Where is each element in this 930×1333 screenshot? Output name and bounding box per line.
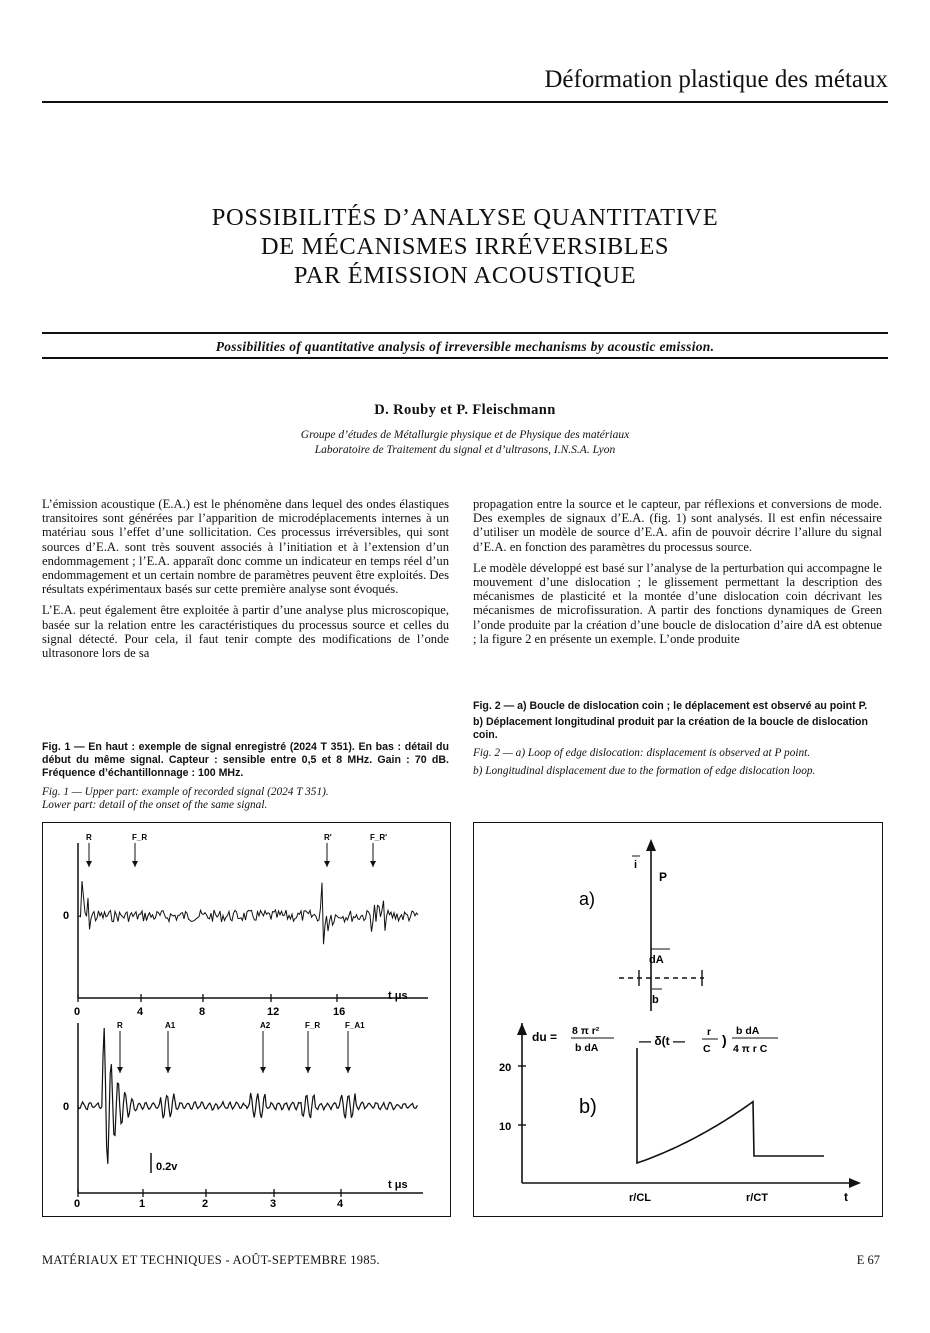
left-column-text [42, 497, 449, 667]
paragraph: propagation entre la source et le capteur, par réflexions et conversions de mode. Des exemples de signaux d’E.A. (fig. 1) sont analysés. Il est enfin nécessaire d’utiliser un modèle de source d’E.A. afin de pouvoir décrire l’allure du signal d’E.A. en fonction des paramètres du processus source. [473, 497, 882, 554]
marker-label: R [86, 833, 92, 842]
fig2-caption-fr-b: b) Déplacement longitudinal produit par la création de la boucle de dislocation coin. [473, 716, 868, 741]
fig1-caption [42, 741, 449, 812]
vector-i-label: i [634, 859, 638, 871]
fig2-caption-en-b: b) Longitudinal displacement due to the formation of edge dislocation loop. [473, 765, 816, 777]
area-da-label: dA [649, 954, 664, 966]
subtitle-rule-bottom [42, 357, 888, 359]
marker-label: F_A1 [345, 1021, 365, 1030]
y-tick-20: 20 [499, 1062, 512, 1074]
fig1-caption-en-2: Lower part: detail of the onset of the same signal. [42, 799, 268, 811]
section-title: Déformation plastique des métaux [544, 66, 888, 93]
scale-label: 0.2v [156, 1161, 178, 1173]
bottom-x-label: t μs [388, 1179, 408, 1191]
english-subtitle: Possibilities of quantitative analysis of irreversible mechanisms by acoustic emission. [215, 339, 715, 354]
arrow-down-icon [260, 1067, 266, 1073]
formula-r: r [707, 1026, 712, 1038]
x-tick-label: 12 [267, 1006, 280, 1018]
arrow-down-icon [305, 1067, 311, 1073]
y-tick-10: 10 [499, 1121, 512, 1133]
burgers-b-label: b [652, 994, 659, 1006]
fig2-figure [473, 822, 883, 1217]
x-tick-label: 3 [270, 1198, 277, 1210]
bottom-signal-trace [78, 1028, 417, 1164]
fig2-caption-fr-a: Fig. 2 — a) Boucle de dislocation coin ; le déplacement est observé au point P. [473, 700, 868, 712]
panel-b-label: b) [579, 1096, 597, 1118]
x-tick-label: 1 [139, 1198, 146, 1210]
fig1-plot [43, 823, 450, 1216]
bottom-ticks [74, 1189, 344, 1210]
bottom-zero-label: 0 [63, 1101, 70, 1113]
fig1-caption-fr: Fig. 1 — En haut : exemple de signal enregistré (2024 T 351). En bas : détail du début du même signal. Capteur : sensible entre 0,5 et 8 MHz. Gain : 70 dB. Fréquence d’échantillonnage : 100 MHz. [42, 741, 449, 779]
top-signal-trace [78, 881, 418, 944]
x-tick-label: 0 [74, 1198, 81, 1210]
x-tick-label: 4 [337, 1198, 344, 1210]
top-zero-label: 0 [63, 910, 70, 922]
x-axis-t: t [844, 1190, 848, 1204]
paragraph: L’émission acoustique (E.A.) est le phénomène dans lequel des ondes élastiques transitoires sont générées par l’apparition de microdéplacements internes à un matériau sous l’effet d’une sollicitation. Ces processus irréversibles, qui sont sources d’E.A. sont très souvent associés à l’initiation et à l’extension d’un endommagement ; l’E.A. apparaît donc comme un indicateur en temps réel d’un endommagement et un certain nombre de paramètres peuvent être exploités. Des résultats expérimentaux basés sur cette première analyse sont évoqués. [42, 497, 449, 597]
top-x-label: t μs [388, 990, 408, 1002]
title-line-3: PAR ÉMISSION ACOUSTIQUE [293, 262, 637, 289]
right-column-text [473, 497, 882, 653]
footer-journal: MATÉRIAUX ET TECHNIQUES - AOÛT-SEPTEMBRE 1985. [42, 1253, 380, 1267]
top-markers [86, 833, 387, 867]
x-tick-label: 0 [74, 1006, 81, 1018]
authors: D. Rouby et P. Fleischmann [374, 402, 556, 418]
x-tick-label: 8 [199, 1006, 206, 1018]
paragraph: Le modèle développé est basé sur l’analyse de la perturbation qui accompagne le mouvement d’une dislocation ; le glissement permettant la description des mécanismes de plasticité et la montée d’une dislocation coin décrivant les mécanismes de microfissuration. A partir des fonctions dynamiques de Green l’onde produite par la création d’une boucle de dislocation d’aire dA est obtenue ; la figure 2 en présente un exemple. L’onde produite [473, 560, 882, 646]
affiliation-line-1: Groupe d’études de Métallurgie physique et de Physique des matériaux [300, 429, 630, 441]
marker-label: R [117, 1021, 123, 1030]
header-rule [42, 101, 888, 103]
b-y-arrow-icon [517, 1023, 527, 1035]
rhs-denominator: 4 π r C [733, 1043, 768, 1055]
marker-label: F_R' [370, 833, 388, 842]
title-line-2: DE MÉCANISMES IRRÉVERSIBLES [260, 233, 670, 260]
marker-label: F_R [305, 1021, 321, 1030]
x-tick-label: 4 [137, 1006, 144, 1018]
marker-label: A2 [260, 1021, 271, 1030]
subtitle-rule-top [42, 332, 888, 334]
formula-prefix: — δ(t — [639, 1034, 685, 1048]
fig1-caption-en-1: Fig. 1 — Upper part: example of recorded signal (2024 T 351). [42, 786, 329, 798]
footer-page: E 67 [856, 1253, 880, 1267]
arrow-down-icon [132, 861, 138, 867]
point-p-label: P [659, 870, 668, 884]
fig2-drawing [474, 823, 882, 1216]
marker-label: R' [324, 833, 332, 842]
arrow-down-icon [117, 1067, 123, 1073]
arrow-down-icon [324, 861, 330, 867]
svg-text:): ) [722, 1032, 727, 1048]
paragraph: L’E.A. peut également être exploitée à partir d’une analyse plus microscopique, basée sur la relation entre les caractéristiques du processus source et celles du signal détecté. Pour cela, il faut tenir compte des modifications de l’onde ultrasonore lors de sa [42, 603, 449, 661]
title-line-1: POSSIBILITÉS D’ANALYSE QUANTITATIVE [211, 204, 719, 231]
frac-numerator: 8 π r² [572, 1025, 600, 1037]
fig2-caption [473, 700, 884, 778]
fig1-figure [42, 822, 451, 1217]
bottom-markers [117, 1021, 365, 1073]
frac-denominator: b dA [575, 1042, 599, 1054]
x-tick-rcl: r/CL [629, 1192, 651, 1204]
rhs-numerator: b dA [736, 1025, 760, 1037]
fig2-caption-en-a: Fig. 2 — a) Loop of edge dislocation: displacement is observed at P point. [473, 747, 811, 759]
marker-label: A1 [165, 1021, 176, 1030]
arrow-down-icon [165, 1067, 171, 1073]
du-label: du = [532, 1030, 558, 1044]
arrow-down-icon [370, 861, 376, 867]
displacement-curve [637, 1048, 824, 1163]
x-tick-label: 2 [202, 1198, 209, 1210]
formula-cl: C [703, 1043, 711, 1055]
arrow-down-icon [86, 861, 92, 867]
x-tick-rct: r/CT [746, 1192, 768, 1204]
b-x-arrow-icon [849, 1178, 861, 1188]
arrow-head-icon [646, 839, 656, 851]
affiliation-line-2: Laboratoire de Traitement du signal et d’ultrasons, I.N.S.A. Lyon [314, 444, 616, 456]
arrow-down-icon [345, 1067, 351, 1073]
affiliation [0, 428, 930, 458]
x-tick-label: 16 [333, 1006, 346, 1018]
panel-a-label: a) [579, 889, 596, 909]
marker-label: F_R [132, 833, 148, 842]
article-title [0, 203, 930, 290]
